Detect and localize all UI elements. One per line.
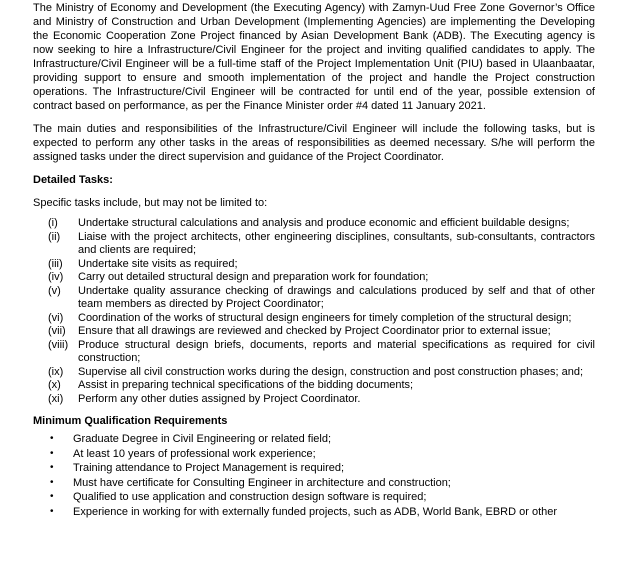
task-number: (vii) [48,325,66,337]
qualification-text: Experience in working for with externally funded projects, such as ADB, World Bank, EBRD or other [73,505,558,518]
paragraph-duties: The main duties and responsibilities of the Infrastructure/Civil Engineer will include the following tasks, but is expected to perform any other tasks in the areas of responsibilities as deemed necessary. S/he will perform the assigned tasks under the direct supervision and guidance of the Project Coordinator. [33,123,595,163]
task-item [33,312,595,326]
task-item [33,271,595,285]
qualification-text: Training attendance to Project Management is required; [73,462,345,474]
task-number: (vi) [48,311,64,324]
task-number: (iv) [48,271,64,283]
task-text: Perform any other duties assigned by Project Coordinator. [78,392,361,405]
bullet-icon: • [50,447,54,459]
task-text: Undertake site visits as required; [78,257,238,270]
bullet-icon: • [50,491,54,502]
task-item [33,393,595,407]
task-item [33,379,595,393]
task-number: (v) [48,284,61,297]
qualification-list [33,432,595,519]
qualification-item [33,490,595,505]
task-number: (x) [48,379,61,391]
qualification-text: At least 10 years of professional work experience; [73,447,316,460]
task-list [33,217,595,406]
task-number: (i) [48,217,58,229]
heading-minimum-qualifications: Minimum Qualification Requirements [33,415,228,427]
task-number: (iii) [48,257,63,270]
qualification-item [33,461,595,476]
task-text: Assist in preparing technical specifications of the bidding documents; [78,379,414,391]
task-item [33,366,595,380]
task-text: Undertake structural calculations and analysis and produce economic and efficient buildable designs; [78,217,570,229]
task-number: (viii) [48,338,69,351]
task-number: (ii) [48,230,61,243]
task-text: Supervise all civil construction works during the design, construction and post construction phases; and; [78,365,584,378]
task-item [33,217,595,231]
task-number: (xi) [48,392,64,405]
task-number: (ix) [48,365,64,378]
task-text: Carry out detailed structural design and preparation work for foundation; [78,271,429,283]
bullet-icon: • [50,505,54,517]
task-item [33,285,595,312]
qualification-item [33,476,595,491]
task-item [33,231,595,258]
qualification-item [33,505,595,520]
task-text: Liaise with the project architects, other engineering disciplines, consultants, sub-consultants, contractors and clients are required; [78,230,595,256]
bullet-icon: • [50,476,54,488]
bullet-icon: • [50,433,54,444]
paragraph-tasks-intro: Specific tasks include, but may not be limited to: [33,197,268,209]
bullet-icon: • [50,462,54,473]
qualification-item [33,432,595,447]
heading-detailed-tasks: Detailed Tasks: [33,174,113,186]
task-text: Produce structural design briefs, documents, reports and material specifications as required for civil construction; [78,338,595,364]
task-text: Ensure that all drawings are reviewed and checked by Project Coordinator prior to external issue; [78,325,551,337]
qualification-text: Must have certificate for Consulting Engineer in architecture and construction; [73,476,451,489]
task-item [33,339,595,366]
paragraph-intro: The Ministry of Economy and Development (the Executing Agency) with Zamyn-Uud Free Zone Governor’s Office and Ministry of Construction and Urban Development (Implementing Agencies) are implementing the Developing the Economic Cooperation Zone Project financed by Asian Development Bank (ADB). The Executing agency is now seeking to hire a Infrastructure/Civil Engineer for the project and inviting qualified candidates to apply. The Infrastructure/Civil Engineer will be a full-time staff of the Project Implementation Unit (PIU) based in Ulaanbaatar, providing support to ensure and smooth implementation of the project and handle the Project construction operations. The Infrastructure/Civil Engineer will be contracted for until end of the year, possible extension of contract based on performance, as per the Finance Minister order #4 dated 11 January 2021. [33,2,595,112]
qualification-text: Qualified to use application and construction design software is required; [73,491,427,503]
qualification-text: Graduate Degree in Civil Engineering or related field; [73,433,332,445]
task-text: Undertake quality assurance checking of drawings and calculations produced by self and that of other team members as directed by Project Coordinator; [78,284,595,310]
task-text: Coordination of the works of structural design engineers for timely completion of the structural design; [78,311,572,324]
task-item [33,258,595,272]
task-item [33,325,595,339]
qualification-item [33,447,595,462]
